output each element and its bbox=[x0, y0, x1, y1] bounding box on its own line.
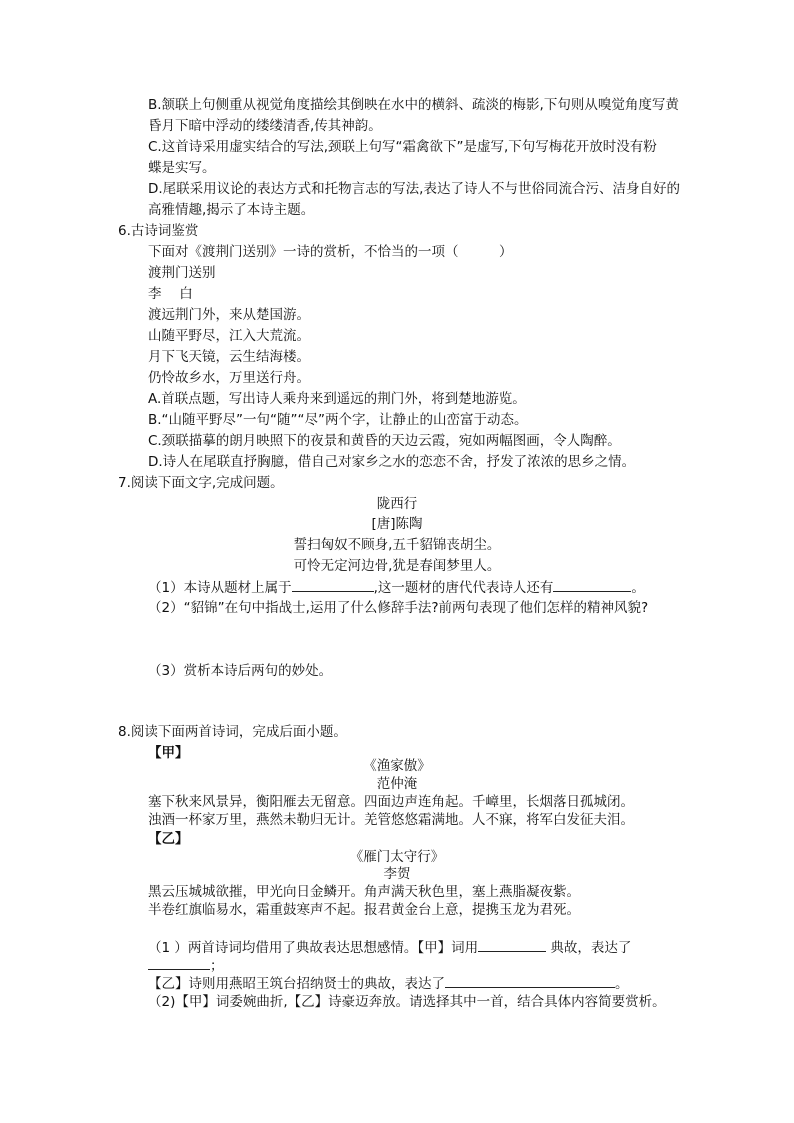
q8-poem2-title: 《雁门太守行》 bbox=[349, 849, 445, 865]
q6-option-a: A.首联点题，写出诗人乘舟来到遥远的荆门外，将到楚地游览。 bbox=[148, 391, 526, 407]
q8-poem2-author: 李贺 bbox=[383, 866, 411, 882]
q7-s1-text-c: 。 bbox=[631, 580, 645, 596]
q7-s1-text-b: ,这一题材的唐代代表诗人还有 bbox=[373, 580, 554, 596]
answer-blank[interactable] bbox=[553, 577, 631, 592]
q7-poem-author: [唐]陈陶 bbox=[371, 516, 423, 532]
q7-poem-title: 陇西行 bbox=[376, 496, 418, 512]
q6-poem-line: 仍怜故乡水，万里送行舟。 bbox=[148, 370, 310, 386]
q8-label-yi: 【乙】 bbox=[148, 831, 189, 847]
q7-poem-line2: 可怜无定河边骨,犹是春闺梦里人。 bbox=[293, 558, 501, 574]
q6-poem-author: 李 白 bbox=[148, 286, 193, 302]
q8-subquestion-2: （2)【甲】词委婉曲折,【乙】诗豪迈奔放。请选择其中一首，结合具体内容简要赏析。 bbox=[148, 994, 666, 1010]
q6-heading: 6.古诗词鉴赏 bbox=[118, 223, 199, 239]
q7-subquestion-1 bbox=[148, 577, 645, 599]
q8-heading: 8.阅读下面两首诗词，完成后面小题。 bbox=[118, 724, 347, 740]
q7-poem-line1: 誓扫匈奴不顾身,五千貂锦丧胡尘。 bbox=[293, 537, 501, 553]
q8-s1-text-b: 典故，表达了 bbox=[546, 940, 632, 956]
q6-poem-line: 月下飞天镜，云生结海楼。 bbox=[148, 349, 310, 365]
q8-s1-text-c: ； bbox=[210, 958, 224, 974]
answer-blank[interactable] bbox=[478, 937, 546, 952]
q5-option-b-line2: 昏月下暗中浮动的缕缕清香,传其神韵。 bbox=[148, 118, 382, 134]
q8-poem1-line1: 塞下秋来风景异，衡阳雁去无留意。四面边声连角起。千嶂里，长烟落日孤城闭。 bbox=[148, 794, 634, 810]
q8-poem1-author: 范仲淹 bbox=[376, 776, 418, 792]
q6-option-c: C.颈联描摹的朗月映照下的夜景和黄昏的天边云霞，宛如两幅图画，令人陶醉。 bbox=[148, 433, 621, 449]
q5-option-c-line2: 蝶是实写。 bbox=[148, 160, 216, 176]
q6-stem: 下面对《渡荆门送别》一诗的赏析，不恰当的一项（ ） bbox=[148, 244, 513, 260]
q6-poem-line: 山随平野尽，江入大荒流。 bbox=[148, 328, 310, 344]
q8-s1-text-a: （1 ）两首诗词均借用了典故表达思想感情。【甲】词用 bbox=[148, 940, 479, 956]
answer-blank[interactable] bbox=[148, 955, 210, 970]
q8-poem1-title: 《渔家傲》 bbox=[363, 758, 431, 774]
answer-blank[interactable] bbox=[445, 973, 615, 988]
q6-option-d: D.诗人在尾联直抒胸臆，借自己对家乡之水的恋恋不舍，抒发了浓浓的思乡之情。 bbox=[148, 454, 636, 470]
q5-option-c-line1: C.这首诗采用虚实结合的写法,颈联上句写“霜禽欲下”是虚写,下句写梅花开放时没有粉 bbox=[148, 139, 657, 155]
q8-poem2-line2: 半卷红旗临易水，霜重鼓寒声不起。报君黄金台上意，提携玉龙为君死。 bbox=[148, 902, 580, 918]
q5-option-d-line1: D.尾联采用议论的表达方式和托物言志的写法,表达了诗人不与世俗同流合污、洁身自好的 bbox=[148, 181, 680, 197]
q7-subquestion-2: （2）“貂锦”在句中指战士,运用了什么修辞手法?前两句表现了他们怎样的精神风貌? bbox=[148, 600, 649, 616]
q8-poem1-line2: 浊酒一杯家万里，燕然未勒归无计。羌管悠悠霜满地。人不寐，将军白发征夫泪。 bbox=[148, 812, 634, 828]
answer-blank[interactable] bbox=[292, 577, 374, 592]
q7-heading: 7.阅读下面文字,完成问题。 bbox=[118, 475, 284, 491]
q7-s1-text-a: （1）本诗从题材上属于 bbox=[148, 580, 292, 596]
q6-poem-line: 渡远荆门外，来从楚国游。 bbox=[148, 307, 310, 323]
q8-s1-text-d: 【乙】诗则用燕昭王筑台招纳贤士的典故，表达了 bbox=[148, 976, 445, 992]
q7-subquestion-3: （3）赏析本诗后两句的妙处。 bbox=[148, 663, 333, 679]
q5-option-b-line1: B.颔联上句侧重从视觉角度描绘其倒映在水中的横斜、疏淡的梅影,下句则从嗅觉角度写黄 bbox=[148, 97, 679, 113]
q6-option-b: B.“山随平野尽”一句“随”“尽”两个字，让静止的山峦富于动态。 bbox=[148, 412, 528, 428]
q8-label-jia: 【甲】 bbox=[148, 745, 189, 761]
q8-s1-text-e: 。 bbox=[615, 976, 629, 992]
q6-poem-title: 渡荆门送别 bbox=[148, 265, 216, 281]
q5-option-d-line2: 高雅情趣,揭示了本诗主题。 bbox=[148, 202, 315, 218]
q8-poem2-line1: 黑云压城城欲摧，甲光向日金鳞开。角声满天秋色里，塞上燕脂凝夜紫。 bbox=[148, 884, 580, 900]
